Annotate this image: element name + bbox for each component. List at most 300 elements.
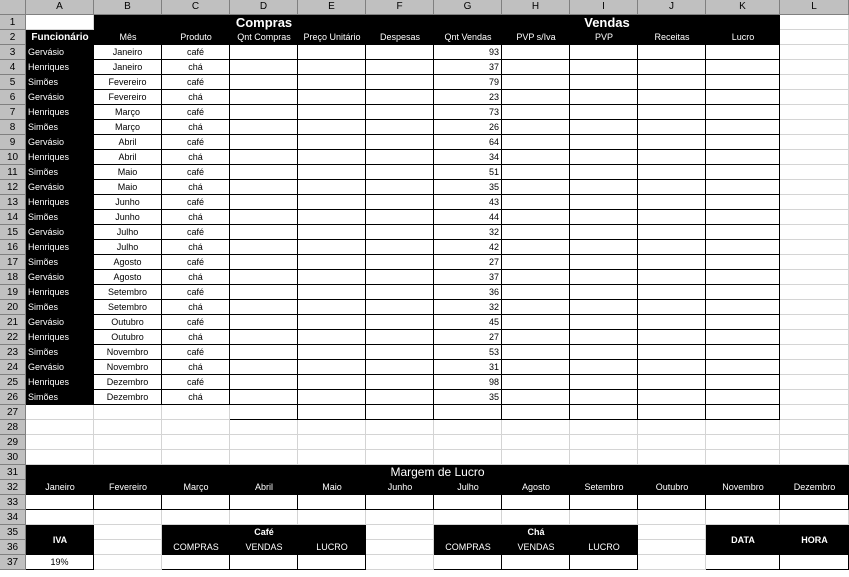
margem-value-cell[interactable] — [638, 495, 706, 510]
grid-cell[interactable] — [638, 510, 706, 525]
empty-input-cell[interactable] — [298, 60, 366, 75]
grid-cell[interactable] — [780, 30, 849, 45]
row-header-34[interactable]: 34 — [0, 510, 26, 525]
total-cell[interactable] — [502, 405, 570, 420]
empty-input-cell[interactable] — [366, 180, 434, 195]
produto-cell[interactable]: chá — [162, 300, 230, 315]
grid-cell[interactable] — [162, 510, 230, 525]
empty-input-cell[interactable] — [230, 90, 298, 105]
empty-input-cell[interactable] — [570, 135, 638, 150]
empty-input-cell[interactable] — [638, 60, 706, 75]
grid-cell[interactable] — [638, 540, 706, 555]
qnt-vendas-cell[interactable]: 27 — [434, 255, 502, 270]
mes-cell[interactable]: Junho — [94, 210, 162, 225]
grid-cell[interactable] — [502, 510, 570, 525]
grid-cell[interactable] — [780, 120, 849, 135]
grid-cell[interactable] — [502, 420, 570, 435]
empty-input-cell[interactable] — [230, 330, 298, 345]
grid-cell[interactable] — [780, 360, 849, 375]
margem-value-cell[interactable] — [780, 495, 849, 510]
margem-value-cell[interactable] — [706, 495, 780, 510]
empty-input-cell[interactable] — [366, 90, 434, 105]
empty-input-cell[interactable] — [638, 315, 706, 330]
row-header-22[interactable]: 22 — [0, 330, 26, 345]
iva-value[interactable]: 19% — [26, 555, 94, 570]
qnt-vendas-cell[interactable]: 34 — [434, 150, 502, 165]
grid-cell[interactable] — [570, 510, 638, 525]
empty-input-cell[interactable] — [570, 390, 638, 405]
total-cell[interactable] — [570, 405, 638, 420]
empty-input-cell[interactable] — [366, 240, 434, 255]
grid-cell[interactable] — [706, 420, 780, 435]
mes-cell[interactable]: Setembro — [94, 285, 162, 300]
grid-cell[interactable] — [780, 105, 849, 120]
row-header-18[interactable]: 18 — [0, 270, 26, 285]
row-header-33[interactable]: 33 — [0, 495, 26, 510]
funcionario-cell[interactable]: Henriques — [26, 195, 94, 210]
empty-input-cell[interactable] — [230, 195, 298, 210]
grid-cell[interactable] — [94, 435, 162, 450]
produto-cell[interactable]: chá — [162, 180, 230, 195]
produto-cell[interactable]: chá — [162, 270, 230, 285]
row-header-6[interactable]: 6 — [0, 90, 26, 105]
empty-input-cell[interactable] — [298, 255, 366, 270]
grid-cell[interactable] — [638, 420, 706, 435]
empty-input-cell[interactable] — [706, 390, 780, 405]
empty-input-cell[interactable] — [638, 180, 706, 195]
mes-cell[interactable]: Abril — [94, 135, 162, 150]
grid-cell[interactable] — [780, 315, 849, 330]
produto-cell[interactable]: café — [162, 195, 230, 210]
grid-cell[interactable] — [570, 450, 638, 465]
empty-input-cell[interactable] — [366, 165, 434, 180]
grid-cell[interactable] — [434, 450, 502, 465]
empty-input-cell[interactable] — [570, 120, 638, 135]
empty-input-cell[interactable] — [366, 105, 434, 120]
mes-cell[interactable]: Outubro — [94, 315, 162, 330]
grid-cell[interactable] — [570, 435, 638, 450]
grid-cell[interactable] — [26, 420, 94, 435]
produto-cell[interactable]: café — [162, 105, 230, 120]
grid-cell[interactable] — [162, 435, 230, 450]
empty-input-cell[interactable] — [570, 45, 638, 60]
qnt-vendas-cell[interactable]: 35 — [434, 390, 502, 405]
row-header-14[interactable]: 14 — [0, 210, 26, 225]
grid-cell[interactable] — [780, 45, 849, 60]
cha-value-cell[interactable] — [502, 555, 570, 570]
empty-input-cell[interactable] — [706, 210, 780, 225]
total-cell[interactable] — [706, 405, 780, 420]
grid-cell[interactable] — [434, 510, 502, 525]
data-value-cell[interactable] — [706, 555, 780, 570]
grid-cell[interactable] — [366, 555, 434, 570]
qnt-vendas-cell[interactable]: 51 — [434, 165, 502, 180]
empty-input-cell[interactable] — [298, 90, 366, 105]
empty-input-cell[interactable] — [706, 195, 780, 210]
produto-cell[interactable]: café — [162, 165, 230, 180]
empty-input-cell[interactable] — [230, 240, 298, 255]
grid-cell[interactable] — [94, 525, 162, 540]
grid-cell[interactable] — [298, 450, 366, 465]
empty-input-cell[interactable] — [366, 285, 434, 300]
grid-cell[interactable] — [780, 420, 849, 435]
grid-cell[interactable] — [706, 510, 780, 525]
row-header-24[interactable]: 24 — [0, 360, 26, 375]
empty-input-cell[interactable] — [502, 135, 570, 150]
total-cell[interactable] — [230, 405, 298, 420]
mes-cell[interactable]: Abril — [94, 150, 162, 165]
grid-cell[interactable] — [780, 390, 849, 405]
empty-input-cell[interactable] — [570, 90, 638, 105]
empty-input-cell[interactable] — [502, 60, 570, 75]
empty-input-cell[interactable] — [230, 300, 298, 315]
grid-cell[interactable] — [780, 195, 849, 210]
empty-input-cell[interactable] — [298, 330, 366, 345]
mes-cell[interactable]: Julho — [94, 225, 162, 240]
empty-input-cell[interactable] — [706, 345, 780, 360]
total-cell[interactable] — [298, 405, 366, 420]
grid-cell[interactable] — [780, 75, 849, 90]
empty-input-cell[interactable] — [366, 345, 434, 360]
row-header-2[interactable]: 2 — [0, 30, 26, 45]
grid-cell[interactable] — [162, 450, 230, 465]
total-cell[interactable] — [366, 405, 434, 420]
row-header-30[interactable]: 30 — [0, 450, 26, 465]
produto-cell[interactable]: chá — [162, 150, 230, 165]
empty-input-cell[interactable] — [706, 360, 780, 375]
column-header-c[interactable]: C — [162, 0, 230, 15]
grid-cell[interactable] — [780, 450, 849, 465]
grid-cell[interactable] — [780, 285, 849, 300]
row-header-1[interactable]: 1 — [0, 15, 26, 30]
empty-input-cell[interactable] — [298, 300, 366, 315]
grid-cell[interactable] — [366, 540, 434, 555]
qnt-vendas-cell[interactable]: 31 — [434, 360, 502, 375]
qnt-vendas-cell[interactable]: 43 — [434, 195, 502, 210]
empty-input-cell[interactable] — [502, 150, 570, 165]
mes-cell[interactable]: Julho — [94, 240, 162, 255]
grid-cell[interactable] — [502, 435, 570, 450]
empty-input-cell[interactable] — [230, 285, 298, 300]
empty-input-cell[interactable] — [706, 60, 780, 75]
empty-input-cell[interactable] — [638, 255, 706, 270]
grid-cell[interactable] — [434, 420, 502, 435]
empty-input-cell[interactable] — [706, 45, 780, 60]
margem-value-cell[interactable] — [26, 495, 94, 510]
empty-input-cell[interactable] — [298, 120, 366, 135]
column-header-a[interactable]: A — [26, 0, 94, 15]
empty-input-cell[interactable] — [706, 75, 780, 90]
grid-cell[interactable] — [94, 510, 162, 525]
row-header-3[interactable]: 3 — [0, 45, 26, 60]
empty-input-cell[interactable] — [298, 180, 366, 195]
funcionario-cell[interactable]: Henriques — [26, 375, 94, 390]
empty-input-cell[interactable] — [502, 270, 570, 285]
qnt-vendas-cell[interactable]: 32 — [434, 300, 502, 315]
empty-input-cell[interactable] — [570, 270, 638, 285]
empty-input-cell[interactable] — [638, 135, 706, 150]
empty-input-cell[interactable] — [570, 285, 638, 300]
mes-cell[interactable]: Outubro — [94, 330, 162, 345]
grid-cell[interactable] — [298, 510, 366, 525]
empty-input-cell[interactable] — [230, 150, 298, 165]
empty-input-cell[interactable] — [502, 390, 570, 405]
empty-input-cell[interactable] — [366, 150, 434, 165]
row-header-7[interactable]: 7 — [0, 105, 26, 120]
grid-cell[interactable] — [780, 435, 849, 450]
qnt-vendas-cell[interactable]: 93 — [434, 45, 502, 60]
grid-cell[interactable] — [780, 180, 849, 195]
mes-cell[interactable]: Setembro — [94, 300, 162, 315]
empty-input-cell[interactable] — [638, 390, 706, 405]
empty-input-cell[interactable] — [502, 45, 570, 60]
empty-input-cell[interactable] — [502, 255, 570, 270]
grid-cell[interactable] — [26, 435, 94, 450]
margem-value-cell[interactable] — [502, 495, 570, 510]
empty-input-cell[interactable] — [570, 75, 638, 90]
empty-input-cell[interactable] — [298, 165, 366, 180]
funcionario-cell[interactable]: Henriques — [26, 330, 94, 345]
grid-cell[interactable] — [230, 435, 298, 450]
funcionario-cell[interactable]: Henriques — [26, 240, 94, 255]
empty-input-cell[interactable] — [298, 195, 366, 210]
produto-cell[interactable]: chá — [162, 390, 230, 405]
funcionario-cell[interactable]: Simões — [26, 120, 94, 135]
empty-input-cell[interactable] — [298, 45, 366, 60]
qnt-vendas-cell[interactable]: 45 — [434, 315, 502, 330]
funcionario-cell[interactable]: Simões — [26, 75, 94, 90]
grid-cell[interactable] — [366, 435, 434, 450]
produto-cell[interactable]: café — [162, 225, 230, 240]
empty-input-cell[interactable] — [230, 120, 298, 135]
margem-value-cell[interactable] — [162, 495, 230, 510]
mes-cell[interactable]: Novembro — [94, 360, 162, 375]
empty-input-cell[interactable] — [502, 210, 570, 225]
empty-input-cell[interactable] — [638, 330, 706, 345]
empty-input-cell[interactable] — [502, 375, 570, 390]
row-header-31[interactable]: 31 — [0, 465, 26, 480]
empty-input-cell[interactable] — [230, 210, 298, 225]
empty-input-cell[interactable] — [230, 270, 298, 285]
empty-input-cell[interactable] — [230, 255, 298, 270]
select-all-corner[interactable] — [0, 0, 26, 15]
empty-input-cell[interactable] — [298, 105, 366, 120]
mes-cell[interactable]: Dezembro — [94, 375, 162, 390]
funcionario-cell[interactable]: Gervásio — [26, 315, 94, 330]
qnt-vendas-cell[interactable]: 37 — [434, 60, 502, 75]
empty-input-cell[interactable] — [706, 270, 780, 285]
row-header-8[interactable]: 8 — [0, 120, 26, 135]
empty-input-cell[interactable] — [502, 165, 570, 180]
mes-cell[interactable]: Agosto — [94, 255, 162, 270]
empty-input-cell[interactable] — [298, 150, 366, 165]
hora-value-cell[interactable] — [780, 555, 849, 570]
empty-input-cell[interactable] — [298, 345, 366, 360]
column-header-f[interactable]: F — [366, 0, 434, 15]
grid-cell[interactable] — [162, 405, 230, 420]
grid-cell[interactable] — [26, 450, 94, 465]
grid-cell[interactable] — [434, 435, 502, 450]
row-header-16[interactable]: 16 — [0, 240, 26, 255]
empty-input-cell[interactable] — [638, 165, 706, 180]
produto-cell[interactable]: chá — [162, 330, 230, 345]
cha-value-cell[interactable] — [434, 555, 502, 570]
row-header-29[interactable]: 29 — [0, 435, 26, 450]
empty-input-cell[interactable] — [570, 60, 638, 75]
empty-input-cell[interactable] — [230, 165, 298, 180]
empty-input-cell[interactable] — [706, 165, 780, 180]
grid-cell[interactable] — [26, 510, 94, 525]
empty-input-cell[interactable] — [638, 75, 706, 90]
mes-cell[interactable]: Fevereiro — [94, 90, 162, 105]
qnt-vendas-cell[interactable]: 73 — [434, 105, 502, 120]
empty-input-cell[interactable] — [230, 345, 298, 360]
empty-input-cell[interactable] — [298, 210, 366, 225]
cafe-value-cell[interactable] — [162, 555, 230, 570]
empty-input-cell[interactable] — [366, 45, 434, 60]
empty-input-cell[interactable] — [502, 120, 570, 135]
empty-input-cell[interactable] — [570, 210, 638, 225]
empty-input-cell[interactable] — [298, 315, 366, 330]
grid-cell[interactable] — [230, 510, 298, 525]
empty-input-cell[interactable] — [298, 135, 366, 150]
grid-cell[interactable] — [94, 420, 162, 435]
empty-input-cell[interactable] — [638, 105, 706, 120]
empty-input-cell[interactable] — [638, 300, 706, 315]
column-header-h[interactable]: H — [502, 0, 570, 15]
grid-cell[interactable] — [638, 450, 706, 465]
empty-input-cell[interactable] — [706, 150, 780, 165]
empty-input-cell[interactable] — [570, 225, 638, 240]
cafe-value-cell[interactable] — [230, 555, 298, 570]
empty-input-cell[interactable] — [502, 180, 570, 195]
empty-input-cell[interactable] — [502, 240, 570, 255]
qnt-vendas-cell[interactable]: 98 — [434, 375, 502, 390]
grid-cell[interactable] — [638, 435, 706, 450]
row-header-23[interactable]: 23 — [0, 345, 26, 360]
grid-cell[interactable] — [94, 555, 162, 570]
empty-input-cell[interactable] — [570, 105, 638, 120]
grid-cell[interactable] — [366, 525, 434, 540]
empty-input-cell[interactable] — [706, 240, 780, 255]
qnt-vendas-cell[interactable]: 23 — [434, 90, 502, 105]
row-header-32[interactable]: 32 — [0, 480, 26, 495]
mes-cell[interactable]: Março — [94, 120, 162, 135]
empty-input-cell[interactable] — [638, 375, 706, 390]
grid-cell[interactable] — [780, 60, 849, 75]
row-header-12[interactable]: 12 — [0, 180, 26, 195]
empty-input-cell[interactable] — [706, 105, 780, 120]
empty-input-cell[interactable] — [230, 375, 298, 390]
produto-cell[interactable]: chá — [162, 120, 230, 135]
empty-input-cell[interactable] — [638, 360, 706, 375]
empty-input-cell[interactable] — [706, 135, 780, 150]
grid-cell[interactable] — [638, 525, 706, 540]
grid-cell[interactable] — [780, 90, 849, 105]
grid-cell[interactable] — [502, 450, 570, 465]
empty-input-cell[interactable] — [230, 315, 298, 330]
row-header-21[interactable]: 21 — [0, 315, 26, 330]
produto-cell[interactable]: café — [162, 345, 230, 360]
row-header-13[interactable]: 13 — [0, 195, 26, 210]
mes-cell[interactable]: Fevereiro — [94, 75, 162, 90]
empty-input-cell[interactable] — [706, 180, 780, 195]
funcionario-cell[interactable]: Gervásio — [26, 90, 94, 105]
mes-cell[interactable]: Março — [94, 105, 162, 120]
qnt-vendas-cell[interactable]: 35 — [434, 180, 502, 195]
mes-cell[interactable]: Maio — [94, 180, 162, 195]
row-header-19[interactable]: 19 — [0, 285, 26, 300]
empty-input-cell[interactable] — [230, 75, 298, 90]
empty-input-cell[interactable] — [570, 300, 638, 315]
mes-cell[interactable]: Janeiro — [94, 60, 162, 75]
column-header-i[interactable]: I — [570, 0, 638, 15]
funcionario-cell[interactable]: Gervásio — [26, 45, 94, 60]
empty-input-cell[interactable] — [502, 75, 570, 90]
grid-cell[interactable] — [570, 420, 638, 435]
grid-cell[interactable] — [780, 255, 849, 270]
funcionario-cell[interactable]: Gervásio — [26, 270, 94, 285]
row-header-35[interactable]: 35 — [0, 525, 26, 540]
row-header-4[interactable]: 4 — [0, 60, 26, 75]
grid-cell[interactable] — [706, 450, 780, 465]
empty-input-cell[interactable] — [638, 345, 706, 360]
produto-cell[interactable]: chá — [162, 360, 230, 375]
empty-input-cell[interactable] — [570, 180, 638, 195]
empty-input-cell[interactable] — [298, 75, 366, 90]
funcionario-cell[interactable]: Henriques — [26, 150, 94, 165]
grid-cell[interactable] — [638, 555, 706, 570]
empty-input-cell[interactable] — [366, 375, 434, 390]
funcionario-cell[interactable]: Gervásio — [26, 135, 94, 150]
empty-input-cell[interactable] — [502, 90, 570, 105]
column-header-b[interactable]: B — [94, 0, 162, 15]
grid-cell[interactable] — [366, 420, 434, 435]
funcionario-cell[interactable]: Simões — [26, 300, 94, 315]
empty-input-cell[interactable] — [366, 255, 434, 270]
funcionario-cell[interactable]: Simões — [26, 165, 94, 180]
empty-input-cell[interactable] — [298, 270, 366, 285]
cafe-value-cell[interactable] — [298, 555, 366, 570]
funcionario-cell[interactable]: Gervásio — [26, 225, 94, 240]
empty-input-cell[interactable] — [502, 315, 570, 330]
mes-cell[interactable]: Agosto — [94, 270, 162, 285]
empty-input-cell[interactable] — [706, 300, 780, 315]
empty-input-cell[interactable] — [366, 330, 434, 345]
empty-input-cell[interactable] — [638, 90, 706, 105]
empty-input-cell[interactable] — [502, 105, 570, 120]
qnt-vendas-cell[interactable]: 36 — [434, 285, 502, 300]
empty-input-cell[interactable] — [298, 375, 366, 390]
margem-value-cell[interactable] — [230, 495, 298, 510]
produto-cell[interactable]: café — [162, 315, 230, 330]
margem-value-cell[interactable] — [298, 495, 366, 510]
empty-input-cell[interactable] — [638, 195, 706, 210]
column-header-k[interactable]: K — [706, 0, 780, 15]
empty-input-cell[interactable] — [706, 315, 780, 330]
empty-input-cell[interactable] — [570, 315, 638, 330]
empty-input-cell[interactable] — [706, 90, 780, 105]
mes-cell[interactable]: Junho — [94, 195, 162, 210]
column-header-l[interactable]: L — [780, 0, 849, 15]
row-header-10[interactable]: 10 — [0, 150, 26, 165]
column-header-g[interactable]: G — [434, 0, 502, 15]
funcionario-cell[interactable]: Henriques — [26, 105, 94, 120]
total-cell[interactable] — [638, 405, 706, 420]
empty-input-cell[interactable] — [502, 360, 570, 375]
row-header-28[interactable]: 28 — [0, 420, 26, 435]
empty-input-cell[interactable] — [230, 225, 298, 240]
